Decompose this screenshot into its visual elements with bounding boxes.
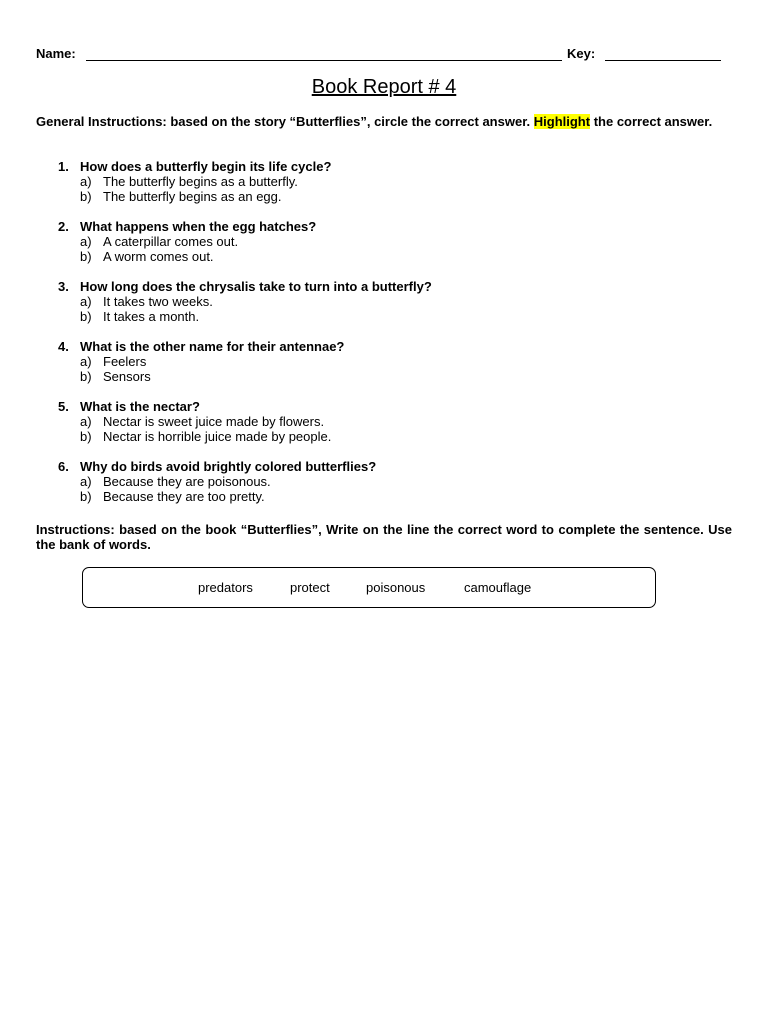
answer-option-b[interactable]: b) The butterfly begins as an egg.: [80, 189, 282, 204]
name-key-row: [36, 45, 722, 63]
answer-option-b[interactable]: b) It takes a month.: [80, 309, 200, 324]
general-instructions-end: the correct answer.: [590, 114, 713, 129]
general-instructions: [36, 114, 732, 129]
page-title: Book Report # 4: [311, 76, 457, 98]
answer-option-b[interactable]: b) A worm comes out.: [80, 249, 214, 264]
word-bank-item: poisonous: [366, 580, 426, 595]
answer-option-a[interactable]: a) The butterfly begins as a butterfly.: [80, 174, 298, 189]
question-prompt: What is the other name for their antennae?: [80, 339, 345, 354]
name-blank-line: [86, 60, 562, 61]
question-6: [58, 459, 732, 504]
question-text: [58, 399, 732, 414]
word-bank-item: protect: [290, 580, 330, 595]
general-instructions-text: General Instructions: based on the story “Butterflies”, circle the correct answer.: [36, 114, 534, 129]
question-prompt: Why do birds avoid brightly colored butterflies?: [80, 459, 377, 474]
question-text: [58, 279, 732, 294]
answer-option-b[interactable]: b) Sensors: [80, 369, 151, 384]
question-list: [58, 159, 732, 519]
answer-option-b[interactable]: b) Because they are too pretty.: [80, 489, 265, 504]
question-text: [58, 459, 732, 474]
word-bank-item: predators: [198, 580, 253, 595]
question-2: [58, 219, 732, 264]
question-text: [58, 159, 732, 174]
answer-option-a[interactable]: a) A caterpillar comes out.: [80, 234, 239, 249]
question-number: 2.: [58, 219, 69, 234]
fill-in-instructions: Instructions: based on the book “Butterflies”, Write on the line the correct word to complete the sentence. Use the bank of words.: [36, 522, 732, 552]
question-5: [58, 399, 732, 444]
question-number: 5.: [58, 399, 69, 414]
word-bank-box: [82, 567, 656, 608]
answer-option-a[interactable]: a) Nectar is sweet juice made by flowers.: [80, 414, 325, 429]
question-number: 6.: [58, 459, 69, 474]
answer-option-b[interactable]: b) Nectar is horrible juice made by people.: [80, 429, 332, 444]
key-label: Key:: [567, 46, 596, 61]
question-text: [58, 339, 732, 354]
answer-option-a[interactable]: a) Because they are poisonous.: [80, 474, 271, 489]
answer-option-a[interactable]: a) It takes two weeks.: [80, 294, 213, 309]
question-number: 3.: [58, 279, 69, 294]
question-number: 1.: [58, 159, 69, 174]
question-text: [58, 219, 732, 234]
key-blank-line: [605, 60, 721, 61]
question-prompt: What is the nectar?: [80, 399, 200, 414]
question-4: [58, 339, 732, 384]
question-prompt: How does a butterfly begin its life cycle?: [80, 159, 332, 174]
question-number: 4.: [58, 339, 69, 354]
name-label: Name:: [36, 46, 76, 61]
question-3: [58, 279, 732, 324]
highlight-word: Highlight: [533, 114, 591, 129]
question-prompt: How long does the chrysalis take to turn into a butterfly?: [80, 279, 432, 294]
answer-option-a[interactable]: a) Feelers: [80, 354, 147, 369]
word-bank-item: camouflage: [464, 580, 532, 595]
question-prompt: What happens when the egg hatches?: [80, 219, 317, 234]
question-1: [58, 159, 732, 204]
